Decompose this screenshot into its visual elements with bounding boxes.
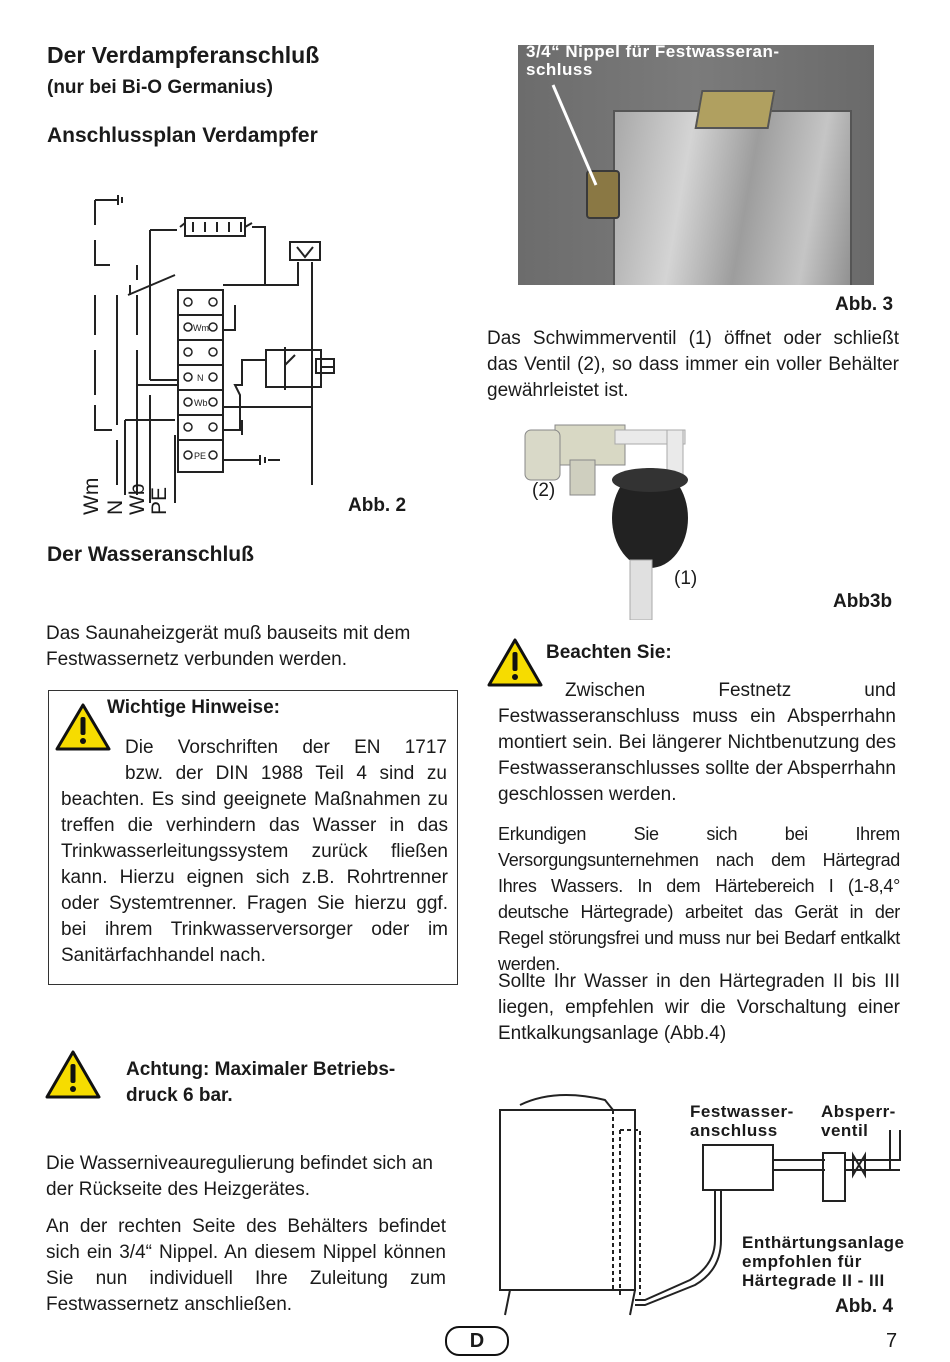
- svg-text:PE: PE: [194, 451, 207, 461]
- warning-icon: [45, 1050, 101, 1100]
- figure-4-caption: Abb. 4: [835, 1296, 894, 1317]
- paragraph-water-hardness: Erkundigen Sie sich bei Ihrem Versorgungsunternehmen nach dem Härtegrad Ihres Wassers. In dem Härtebereich I (1-8,4° deutsche Härtegrade) arbeitet das Gerät in der Regel störungsfrei und muss nur bei Bedarf entkalkt werden.: [498, 824, 900, 974]
- notice-text: beachten. Es sind geeignete Maßnahmen zu treffen die verhindern das Wasser in das Trinkwasserleitungssystem zurück fließen kann. Hierzu eignen sich z.B. Rohrtrenner oder Systemtrenner. Fragen Sie hierzu ggf. bei ihrem Trinkwasserversorger oder im Sanitärfachhandel nach.: [61, 789, 448, 966]
- warning-icon: [55, 703, 111, 751]
- svg-text:Wm: Wm: [193, 323, 209, 333]
- label-float-1: (1): [674, 568, 698, 589]
- paragraph-float-valve: Das Schwimmerventil (1) öffnet oder schließt das Ventil (2), so dass immer ein voller Behälter gewährleistet ist.: [487, 328, 899, 401]
- paragraph-fixed-water: Das Saunaheizgerät muß bauseits mit dem Festwassernetz verbunden werden.: [46, 623, 411, 670]
- float-valve-image: [515, 410, 700, 620]
- language-badge: D: [445, 1326, 509, 1356]
- label-fixed-water-connection: Festwasser- anschluss: [690, 1102, 794, 1140]
- paragraph-softener: Sollte Ihr Wasser in den Härtegraden II bis III liegen, empfehlen wir die Vorschaltung einer Entkalkungsanlage (Abb.4): [498, 971, 900, 1044]
- page-title: Der Verdampferanschluß: [47, 42, 320, 68]
- terminal-label-pe: PE: [148, 486, 171, 515]
- figure-2-caption: Abb. 2: [348, 495, 407, 516]
- wiring-diagram: [80, 185, 380, 525]
- notice-line-2: bzw. der DIN 1988 Teil 4 sind zu: [125, 763, 447, 784]
- figure-3b-caption: Abb3b: [833, 591, 893, 612]
- label-valve-2: (2): [532, 480, 556, 501]
- photo-label: 3/4“ Nippel für Festwasseran- schluss: [526, 45, 780, 79]
- important-notice-box: [48, 690, 458, 985]
- beachten-title: Beachten Sie:: [546, 642, 672, 663]
- page-subtitle: (nur bei Bi-O Germanius): [47, 77, 273, 98]
- figure-3-caption: Abb. 3: [835, 294, 894, 315]
- photo-evaporator-nipple: [518, 45, 874, 285]
- paragraph-nipple: An der rechten Seite des Behälters befindet sich ein 3/4“ Nippel. An diesem Nippel können Sie nun individuell Ihre Zuleitung zum Festwassernetz anschließen.: [46, 1216, 446, 1315]
- pointer-line: [518, 45, 874, 285]
- page-number: 7: [886, 1330, 898, 1352]
- svg-text:N: N: [197, 373, 204, 383]
- achtung-max-pressure: Achtung: Maximaler Betriebs- druck 6 bar.: [126, 1059, 396, 1106]
- notice-line-1: Die Vorschriften der EN 1717: [125, 737, 447, 758]
- terminal-label-n: N: [104, 499, 127, 515]
- terminal-labels: [80, 475, 180, 525]
- terminal-label-wm: Wm: [80, 477, 103, 515]
- notice-title: Wichtige Hinweise:: [107, 697, 280, 718]
- section-heading-connection-plan: Anschlussplan Verdampfer: [47, 124, 318, 147]
- section-heading-water-connection: Der Wasseranschluß: [47, 543, 254, 566]
- terminal-label-wb: Wb: [126, 483, 149, 515]
- paragraph-level-regulation: Die Wasserniveauregulierung befindet sich an der Rückseite des Heizgerätes.: [46, 1153, 433, 1200]
- label-softener-recommended: Enthärtungsanlage empfohlen für Härtegrade II - III: [742, 1233, 905, 1290]
- svg-text:Wb: Wb: [194, 398, 208, 408]
- beachten-text: Zwischen Festnetz und Festwasseranschluss muss ein Absperrhahn montiert sein. Bei längerer Nichtbenutzung des Festwasseranschlusses sollte der Absperrhahn geschlossen werden.: [498, 680, 896, 805]
- label-shutoff-valve: Absperr- ventil: [821, 1102, 896, 1140]
